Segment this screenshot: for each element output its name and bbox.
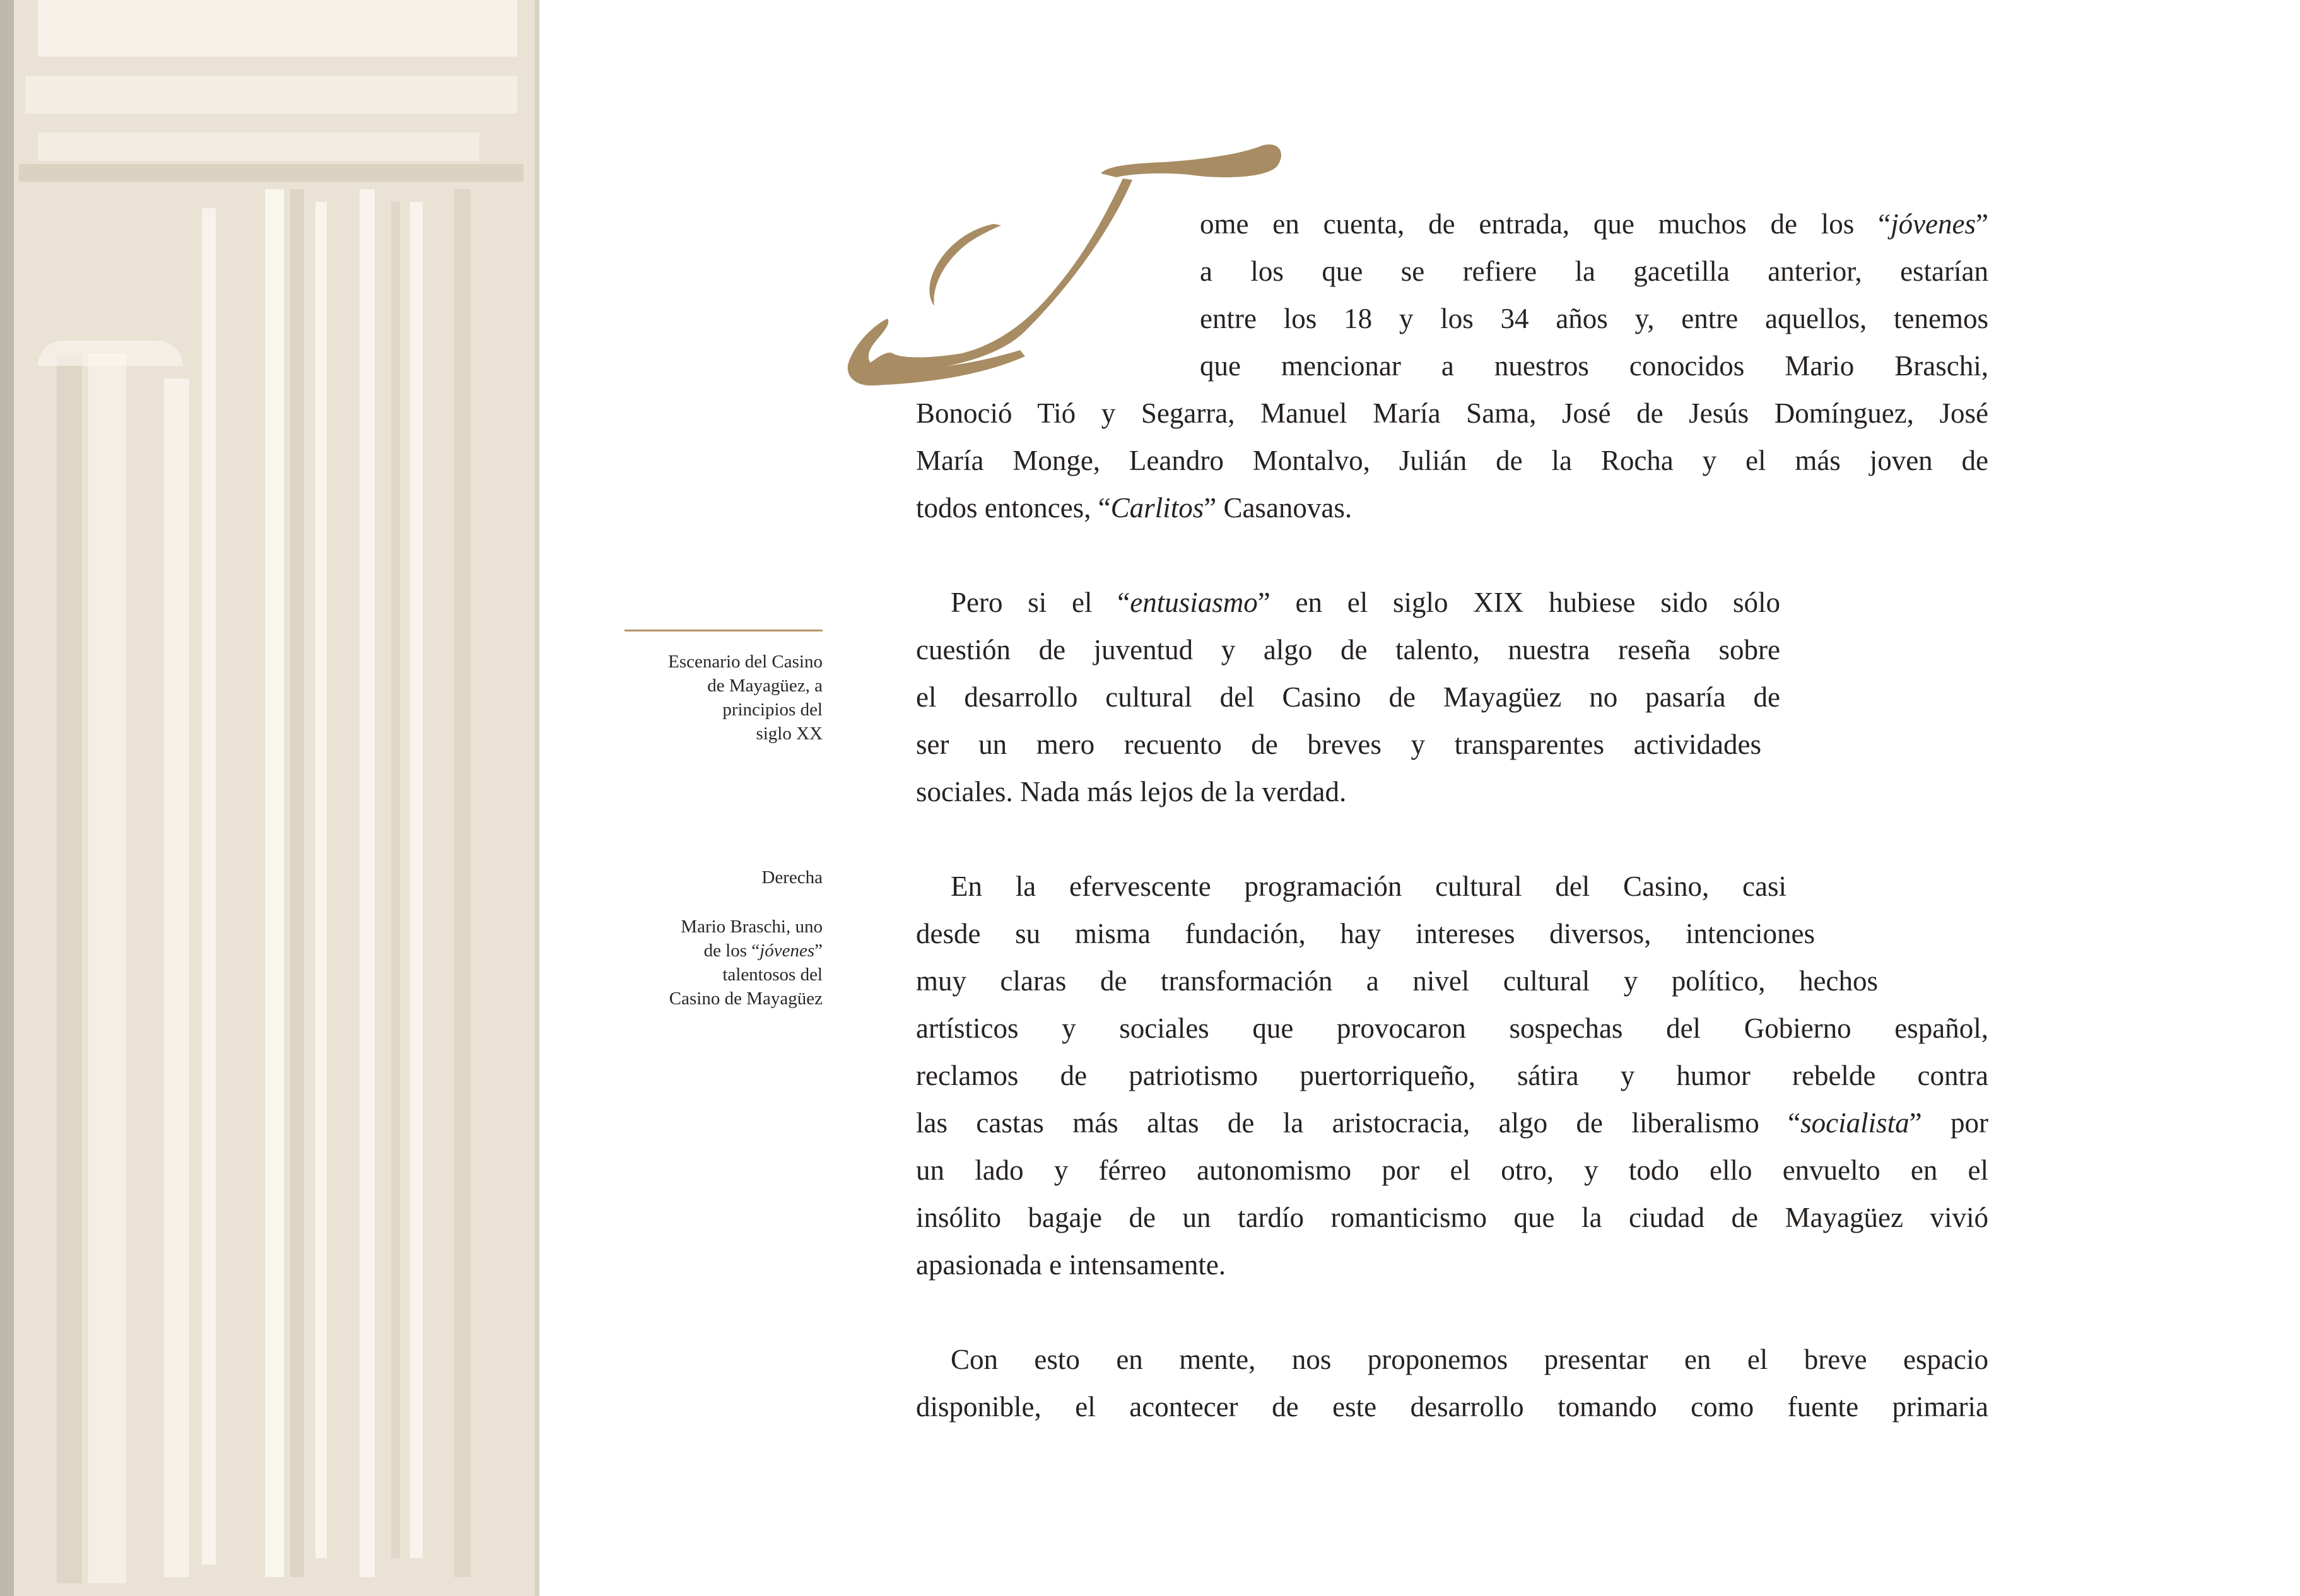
text-line: apasionada e intensamente. — [916, 1249, 1226, 1281]
text-line: insólito bagaje de un tardío romanticismo que la ciudad de Mayagüez vivió — [916, 1202, 1988, 1233]
caption-portrait: Mario Braschi, uno de los “jóvenes” talentosos del Casino de Mayagüez — [669, 917, 823, 1009]
text-line: a los que se refiere la gacetilla anterior, estarían — [1200, 255, 1988, 287]
text-line: Pero si el “entusiasmo” en el siglo XIX hubiese sido sólo — [951, 587, 1780, 618]
text-line: reclamos de patriotismo puertorriqueño, sátira y humor rebelde contra — [916, 1060, 1988, 1091]
text-line: muy claras de transformación a nivel cultural y político, hechos — [916, 965, 1878, 997]
text-line: que mencionar a nuestros conocidos Mario Braschi, — [1200, 350, 1988, 382]
portrait-mario-braschi — [1773, 533, 2145, 968]
text-line: sociales. Nada más lejos de la verdad. — [916, 776, 1347, 807]
text-line: Bonoció Tió y Segarra, Manuel María Sama, José de Jesús Domínguez, José — [916, 397, 1988, 429]
text-line: ome en cuenta, de entrada, que muchos de los “jóvenes” — [1200, 208, 1988, 240]
text-line: todos entonces, “Carlitos” Casanovas. — [916, 492, 1352, 524]
text-line: las castas más altas de la aristocracia, algo de liberalismo “socialista” por — [916, 1107, 1988, 1139]
text-line: el desarrollo cultural del Casino de Mayagüez no pasaría de — [916, 681, 1780, 713]
caption-casino-stage: Escenario del Casino de Mayagüez, a principios del siglo XX — [668, 652, 823, 744]
caption-rule — [625, 630, 823, 631]
text-line: cuestión de juventud y algo de talento, nuestra reseña sobre — [916, 634, 1780, 666]
text-line: artísticos y sociales que provocaron sospechas del Gobierno español, — [916, 1012, 1988, 1044]
text-line: desde su misma fundación, hay intereses diversos, intenciones — [916, 918, 1815, 949]
text-line: un lado y férreo autonomismo por el otro, y todo ello envuelto en el — [916, 1154, 1988, 1186]
text-line: Con esto en mente, nos proponemos presentar en el breve espacio — [951, 1344, 1988, 1375]
column-photograph — [0, 0, 539, 1596]
text-line: disponible, el acontecer de este desarrollo tomando como fuente primaria — [916, 1391, 1988, 1423]
caption-label-right: Derecha — [761, 867, 823, 888]
text-line: En la efervescente programación cultural del Casino, casi — [951, 871, 1787, 902]
text-line: entre los 18 y los 34 años y, entre aquellos, tenemos — [1200, 303, 1988, 334]
text-line: ser un mero recuento de breves y transparentes actividades — [916, 729, 1761, 760]
text-line: María Monge, Leandro Montalvo, Julián de la Rocha y el más joven de — [916, 445, 1988, 476]
